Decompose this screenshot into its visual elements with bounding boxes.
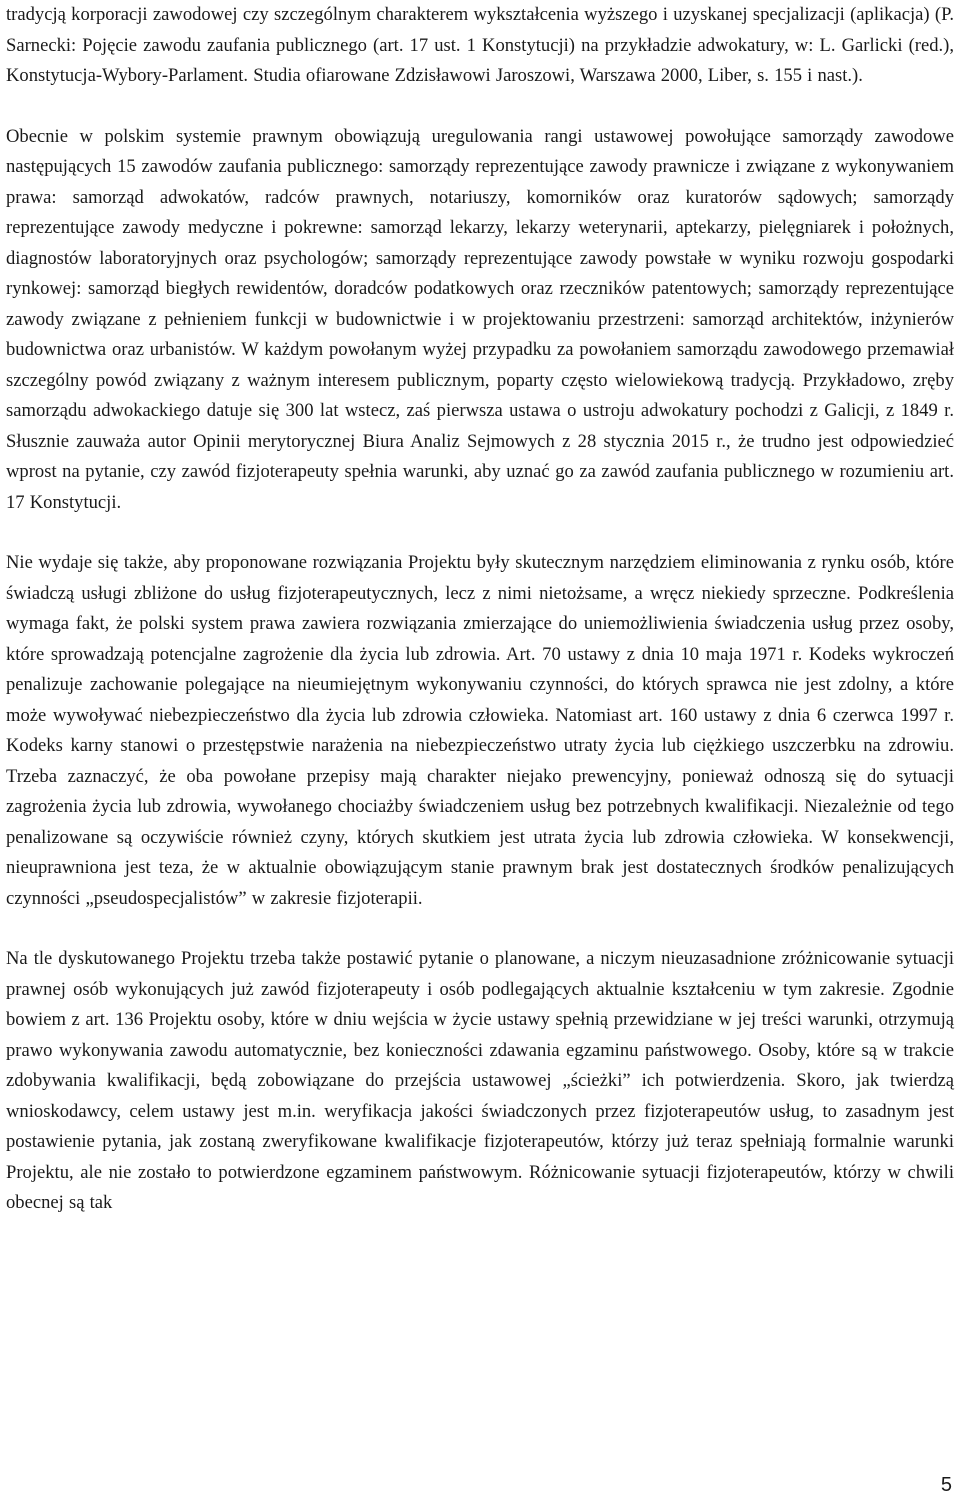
document-body	[6, 0, 954, 1219]
paragraph-professional-self-governments: Obecnie w polskim systemie prawnym obowiązują uregulowania rangi ustawowej powołujące samorządy zawodowe następujących 15 zawodów zaufania publicznego: samorządy reprezentujące zawody prawnicze i związane z wykonywaniem prawa: samorząd adwokatów, radców prawnych, notariuszy, komorników oraz kuratorów sądowych; samorządy reprezentujące zawody medyczne i pokrewne: samorząd lekarzy, lekarzy weterynarii, aptekarzy, pielęgniarek i położnych, diagnostów laboratoryjnych oraz psychologów; samorządy reprezentujące zawody powstałe w wyniku rozwoju gospodarki rynkowej: samorząd biegłych rewidentów, doradców podatkowych oraz rzeczników patentowych; samorządy reprezentujące zawody związane z pełnieniem funkcji w budownictwie i w projektowaniu przestrzeni: samorząd architektów, inżynierów budownictwa oraz urbanistów. W każdym powołanym wyżej przypadku za powołaniem samorządu zawodowego przemawiał szczególny powód związany z ważnym interesem publicznym, poparty często wielowiekową tradycją. Przykładowo, zręby samorządu adwokackiego datuje się 300 lat wstecz, zaś pierwsza ustawa o ustroju adwokatury pochodzi z Galicji, z 1849 r. Słusznie zauważa autor Opinii merytorycznej Biura Analiz Sejmowych z 28 stycznia 2015 r., że trudno jest odpowiedzieć wprost na pytanie, czy zawód fizjoterapeuty spełnia warunki, aby uznać go za zawód zaufania publicznego w rozumieniu art. 17 Konstytucji.	[6, 125, 954, 513]
paragraph-legal-situation-differentiation: Na tle dyskutowanego Projektu trzeba także postawić pytanie o planowane, a niczym nieuzasadnione zróżnicowanie sytuacji prawnej osób wykonujących już zawód fizjoterapeuty i osób podlegających aktualnie kształceniu w tym zakresie. Zgodnie bowiem z art. 136 Projektu osoby, które w dniu wejścia w życie ustawy spełnią przewidziane w jej treści warunki, otrzymują prawo wykonywania zawodu automatycznie, bez konieczności zdawania egzaminu państwowego. Osoby, które są w trakcie zdobywania kwalifikacji, będą zobowiązane do przejścia ustawowej „ścieżki” ich potwierdzenia. Skoro, jak twierdzą wnioskodawcy, celem ustawy jest m.in. weryfikacja jakości świadczonych przez fizjoterapeutów usług, to zasadnym jest postawienie pytania, jak zostaną zweryfikowane kwalifikacje fizjoterapeutów, którzy już teraz spełniają formalnie warunki Projektu, ale nie zostało to potwierdzone egzaminem państwowym. Różnicowanie sytuacji fizjoterapeutów, którzy w chwili obecnej są tak	[6, 948, 954, 1213]
paragraph-criminal-law-provisions: Nie wydaje się także, aby proponowane rozwiązania Projektu były skutecznym narzędziem eliminowania z rynku osób, które świadczą usługi zbliżone do usług fizjoterapeutycznych, lecz z nimi nietożsame, a wręcz niekiedy sprzeczne. Podkreślenia wymaga fakt, że polski system prawa zawiera rozwiązania zmierzające do uniemożliwienia świadczenia usług przez osoby, które sprowadzają potencjalne zagrożenie dla życia lub zdrowia. Art. 70 ustawy z dnia 10 maja 1971 r. Kodeks wykroczeń penalizuje zachowanie polegające na nieumiejętnym wykonywaniu czynności, do których sprawca nie jest zdolny, a które może wywoływać niebezpieczeństwo dla życia lub zdrowia człowieka. Natomiast art. 160 ustawy z dnia 6 czerwca 1997 r. Kodeks karny stanowi o przestępstwie narażenia na niebezpieczeństwo utraty życia lub ciężkiego uszczerbku na zdrowiu. Trzeba zaznaczyć, że oba powołane przepisy mają charakter niejako prewencyjny, ponieważ odnoszą się do sytuacji zagrożenia życia lub zdrowia, wywołanego chociażby świadczeniem usług bez potrzebnych kwalifikacji. Niezależnie od tego penalizowane są oczywiście również czyny, których skutkiem jest utrata życia lub zdrowia człowieka. W konsekwencji, nieuprawniona jest teza, że w aktualnie obowiązującym stanie prawnym brak jest dostatecznych środków penalizujących czynności „pseudospecjalistów” w zakresie fizjoterapii.	[6, 552, 954, 909]
page-number: 5	[940, 1474, 952, 1496]
paragraph-footnote-continuation: tradycją korporacji zawodowej czy szczególnym charakterem wykształcenia wyższego i uzyskanej specjalizacji (aplikacja) (P. Sarnecki: Pojęcie zawodu zaufania publicznego (art. 17 ust. 1 Konstytucji) na przykładzie adwokatury, w: L. Garlicki (red.), Konstytucja-Wybory-Parlament. Studia ofiarowane Zdzisławowi Jaroszowi, Warszawa 2000, Liber, s. 155 i nast.).	[6, 4, 954, 86]
